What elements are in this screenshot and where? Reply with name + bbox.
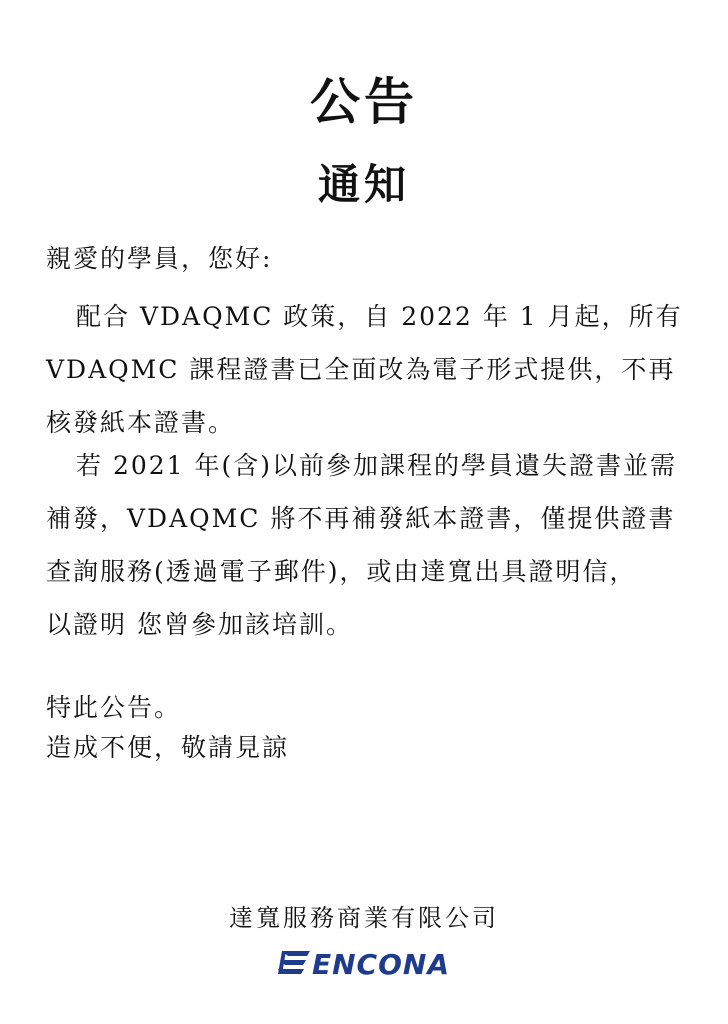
closing bbox=[46, 688, 686, 768]
paragraph-reissue bbox=[46, 439, 686, 651]
paragraph-policy bbox=[46, 290, 686, 449]
closing-line: 造成不便，敬請見諒 bbox=[46, 733, 290, 762]
paragraph-line: 查詢服務(透過電子郵件)，或由達寬出具證明信， bbox=[46, 557, 637, 586]
encona-logo bbox=[276, 945, 466, 981]
page-subtitle: 通知 bbox=[317, 160, 410, 209]
logo-text: ENCONA bbox=[312, 948, 451, 981]
salutation: 親愛的學員，您好: bbox=[46, 244, 273, 273]
paragraph-line: 配合 VDAQMC 政策，自 2022 年 1 月起，所有 bbox=[76, 302, 683, 331]
company-signature: 達寬服務商業有限公司 bbox=[229, 904, 499, 932]
paragraph-line: 若 2021 年(含)以前參加課程的學員遺失證書並需 bbox=[76, 451, 678, 480]
paragraph-line: VDAQMC 課程證書已全面改為電子形式提供，不再 bbox=[46, 355, 676, 384]
paragraph-line: 以證明 您曾參加該培訓。 bbox=[46, 610, 353, 639]
paragraph-line: 補發，VDAQMC 將不再補發紙本證書，僅提供證書 bbox=[46, 504, 676, 533]
closing-line: 特此公告。 bbox=[46, 693, 182, 722]
page-title: 公告 bbox=[310, 73, 418, 131]
logo-mark bbox=[278, 951, 310, 974]
paragraph-line: 核發紙本證書。 bbox=[46, 408, 236, 437]
